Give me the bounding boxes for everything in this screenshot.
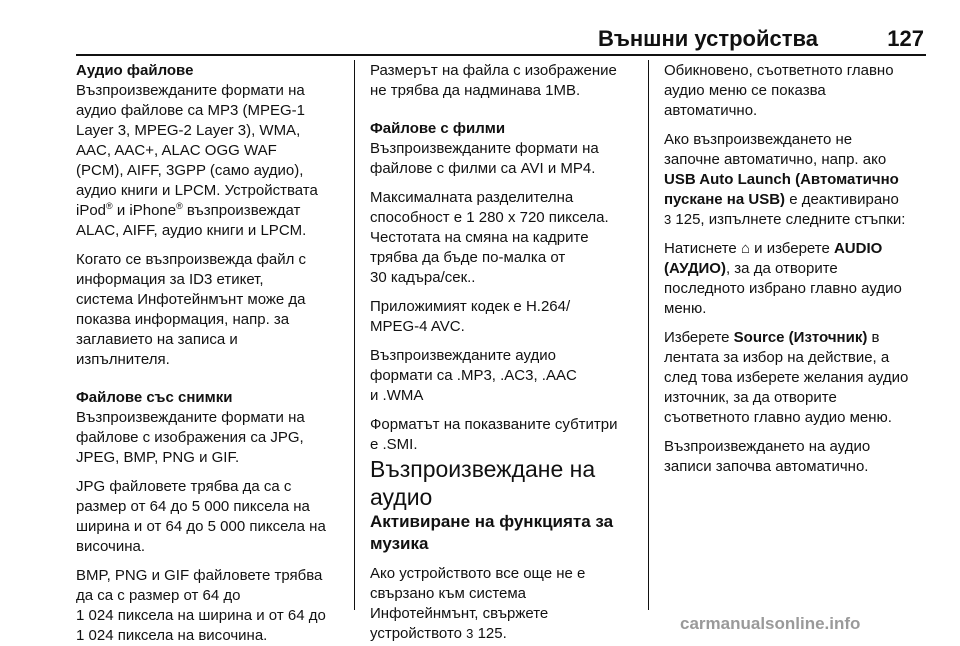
page-reference-icon: 3 [466, 626, 474, 641]
text-line: Максималната разделителна [370, 189, 574, 206]
text-line: Инфотейнмънт, свържете [370, 605, 549, 622]
subsection-heading: Активиране на функцията за музика [370, 512, 614, 553]
text-line: автоматично. [664, 102, 758, 119]
text-line: аудио меню се показва [664, 82, 826, 99]
text-line: BMP, PNG и GIF файловете трябва [76, 567, 323, 584]
watermark: carmanualsonline.info [680, 614, 861, 633]
text-line: Възпроизвежданите формати на [76, 409, 305, 426]
text-line: файлове с филми са AVI и MP4. [370, 160, 596, 177]
home-icon: ⌂ [740, 240, 750, 257]
text-line: е .SMI. [370, 436, 418, 453]
text-line: Възпроизвеждането на аудио [664, 438, 871, 455]
page-header [76, 20, 926, 56]
text-line: AAC, AAC+, ALAC OGG WAF [76, 142, 277, 159]
text-line: Обикновено, съответното главно [664, 62, 894, 79]
movie-files-heading: Файлове с филми [370, 120, 506, 137]
text-line: пускане на USB) е деактивирано [664, 191, 899, 208]
text-line: iPod® и iPhone® възпроизвеждат [76, 201, 301, 219]
text-line: система Инфотейнмънт може да [76, 291, 306, 308]
text-line: информация за ID3 етикет, [76, 271, 264, 288]
text-line: Ако устройството все още не е [370, 565, 586, 582]
text-line: размер от 64 до 5 000 пиксела на [76, 498, 310, 515]
text-line: Възпроизвежданите аудио [370, 347, 556, 364]
text-line: меню. [664, 300, 707, 317]
column-divider-left [354, 60, 355, 610]
text-line: Изберете Source (Източник) в [664, 329, 880, 346]
text-line: започне автоматично, напр. ако [664, 151, 887, 168]
text-line: Форматът на показваните субтитри [370, 416, 618, 433]
column-2 [370, 61, 642, 644]
text-line: Възпроизвежданите формати на [76, 82, 305, 99]
text-line: формати са .MP3, .AC3, .AAC [370, 367, 577, 384]
column-3 [664, 61, 926, 477]
text-line: JPG файловете трябва да са с [76, 478, 292, 495]
header-title: Външни устройства [597, 26, 818, 51]
text-line: лентата за избор на действие, а [664, 349, 890, 366]
text-line: 1 024 пиксела на ширина и от 64 до [76, 607, 326, 624]
text-line: източник, за да отворите [664, 389, 837, 406]
column-divider-right [648, 60, 649, 610]
text-line: MPEG-4 AVC. [370, 318, 465, 335]
text-line: 30 кадъра/сек.. [370, 269, 476, 286]
text-line: не трябва да надминава 1MB. [370, 82, 581, 99]
registered-mark: ® [176, 201, 183, 211]
text-line: (АУДИО), за да отворите [664, 260, 838, 277]
column-1 [76, 61, 348, 646]
text-line: файлове с изображения са JPG, [76, 429, 304, 446]
text-line: устройството 3 125. [370, 625, 507, 642]
text-line: изпълнителя. [76, 351, 170, 368]
text-line: записи започва автоматично. [664, 458, 869, 475]
text-line: ALAC, AIFF, аудио книги и LPCM. [76, 222, 307, 239]
text-line: показва информация, напр. за [76, 311, 290, 328]
text-line: съответното главно аудио меню. [664, 409, 892, 426]
text-line: (PCM), AIFF, 3GPP (само аудио), [76, 162, 304, 179]
text-line: способност е 1 280 x 720 пиксела. [370, 209, 609, 226]
text-line: и .WMA [370, 387, 424, 404]
page-reference-icon: 3 [664, 212, 672, 227]
photo-files-heading: Файлове със снимки [76, 389, 233, 406]
text-line: трябва да бъде по-малка от [370, 249, 566, 266]
text-line: Приложимият кодек е H.264/ [370, 298, 571, 315]
text-line: USB Auto Launch (Автоматично [664, 171, 899, 188]
text-line: Възпроизвежданите формати на [370, 140, 599, 157]
section-heading: Възпроизвеждане на аудио [370, 456, 596, 510]
text-line: Натиснете ⌂ и изберете AUDIO [664, 240, 883, 257]
registered-mark: ® [106, 201, 113, 211]
text-line: Layer 3, MPEG-2 Layer 3), WMA, [76, 122, 301, 139]
text-line: 3 125, изпълнете следните стъпки: [664, 211, 906, 228]
text-line: JPEG, BMP, PNG и GIF. [76, 449, 240, 466]
text-line: височина. [76, 538, 146, 555]
text-line: заглавието на записа и [76, 331, 238, 348]
header-rule [76, 54, 926, 56]
text-line: аудио книги и LPCM. Устройствата [76, 182, 318, 199]
text-line: свързано към система [370, 585, 527, 602]
audio-files-heading: Аудио файлове [76, 62, 194, 79]
text-line: Когато се възпроизвежда файл с [76, 251, 306, 268]
text-line: аудио файлове са MP3 (MPEG-1 [76, 102, 305, 119]
text-line: след това изберете желания аудио [664, 369, 909, 386]
text-line: 1 024 пиксела на височина. [76, 627, 268, 644]
text-line: Честотата на смяна на кадрите [370, 229, 589, 246]
text-line: да са с размер от 64 до [76, 587, 241, 604]
text-line: последното избрано главно аудио [664, 280, 902, 297]
text-line: ширина и от 64 до 5 000 пиксела на [76, 518, 326, 535]
text-line: Размерът на файла с изображение [370, 62, 617, 79]
text-line: Ако възпроизвеждането не [664, 131, 853, 148]
page-number: 127 [887, 26, 924, 51]
